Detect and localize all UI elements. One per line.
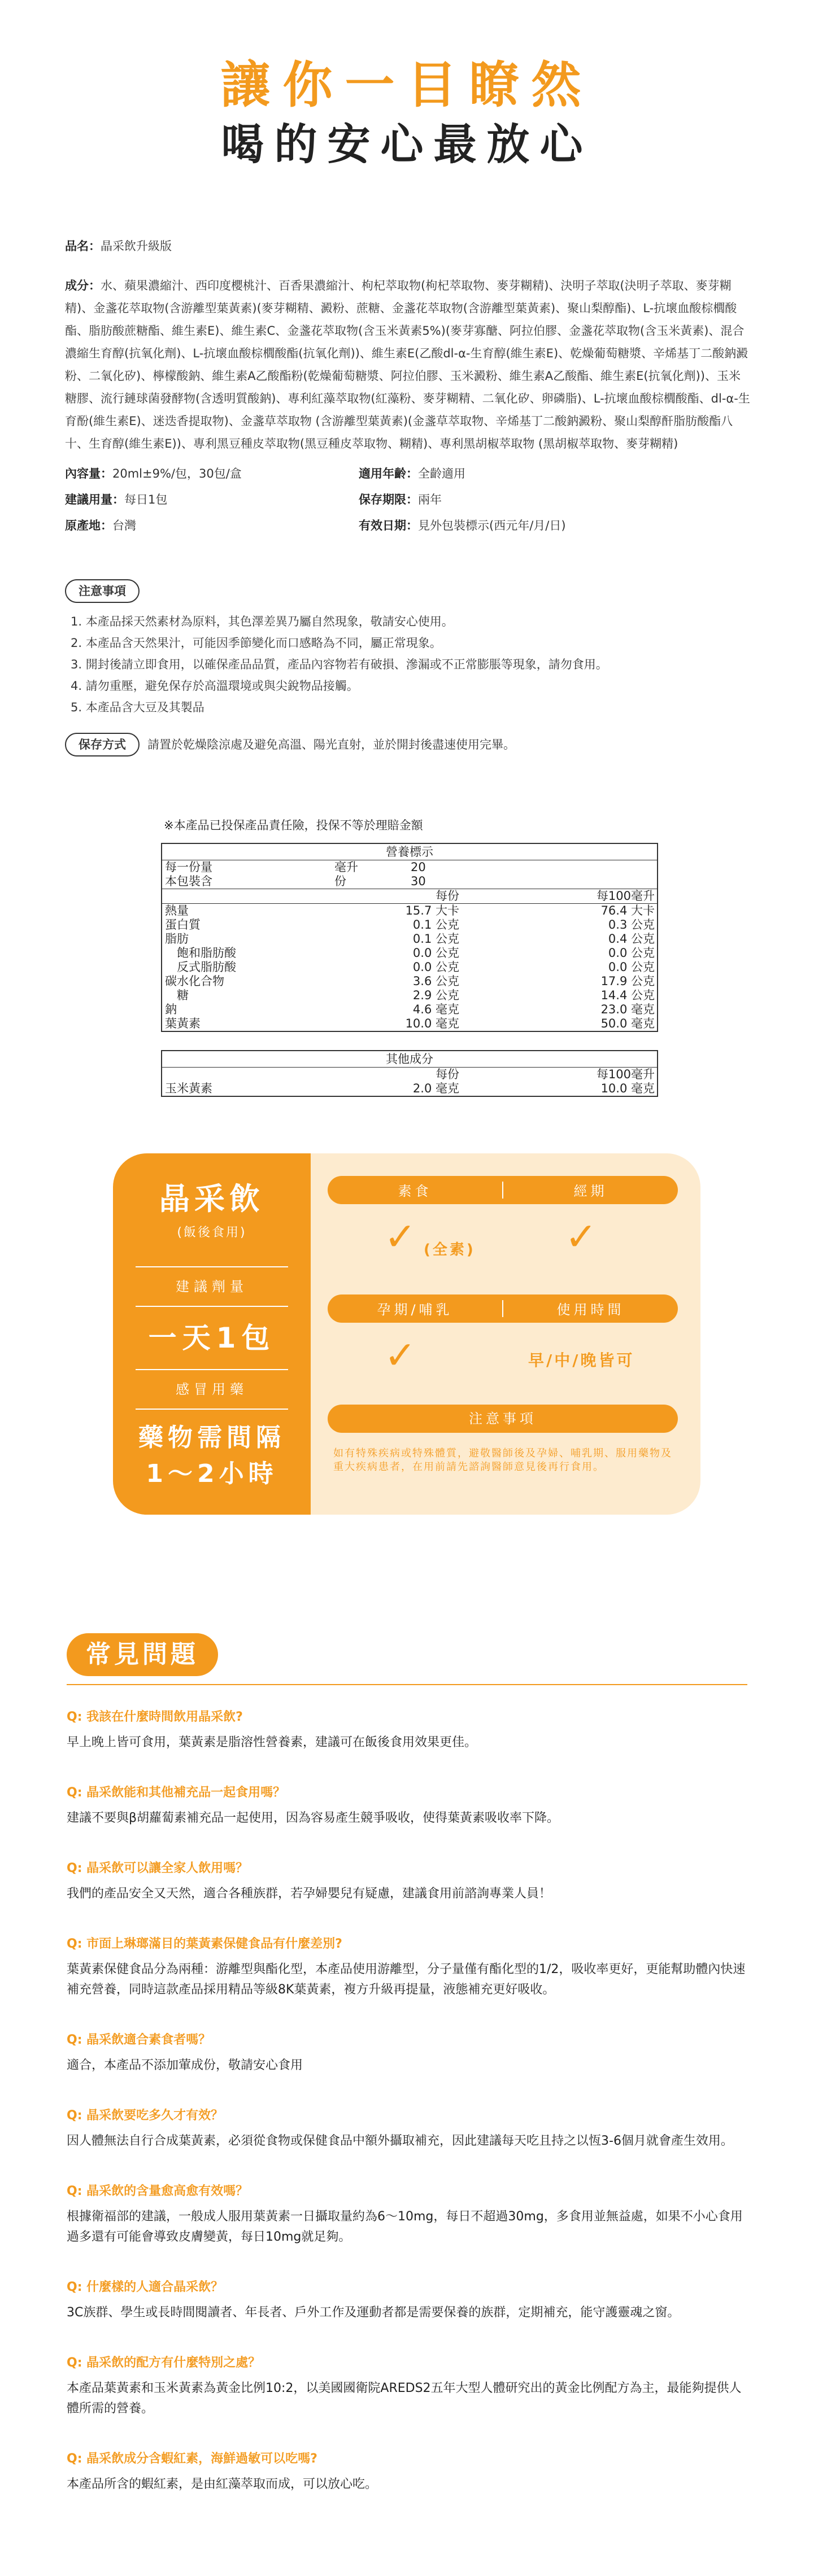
faq-answer: 早上晚上皆可食用，葉黃素是脂溶性營養素，建議可在飯後食用效果更佳。 [67,1735,477,1750]
serving-label: 每一份量 [165,860,212,874]
faq-answer: 本產品葉黃素和玉米黃素為黃金比例10:2，以美國國衛院AREDS2五年大型人體研究出的黃金比例配方為主，最能夠提供人體所需的營養。 [67,2381,742,2416]
hero-section [0,0,814,173]
nutrient-per: 2.9 公克 [412,988,459,1002]
nutrition-col-header [162,889,657,904]
interval-label: 感冒用藥 [176,1381,248,1397]
serving-value: 20 [411,860,426,874]
nutrient-name: 反式脂肪酸 [165,960,236,974]
notice-item: 4. 請勿重壓，避免保存於高溫環境或與尖銳物品接觸。 [71,679,359,693]
notice-item: 3. 開封後請立即食用，以確保產品品質，產品內容物若有破損、滲漏或不正常膨脹等現象，請勿食用。 [71,657,608,671]
other-name: 玉米黃素 [165,1081,212,1095]
usage-card-left [113,1153,311,1515]
faq-title: 常見問題 [67,1633,218,1676]
nutrient-per100: 0.0 公克 [608,946,655,960]
servings-unit: 份 [334,874,346,888]
usage-value: 每日1包 [124,492,168,506]
nutrient-per: 0.0 公克 [412,946,459,960]
expiry-value: 見外包裝標示(西元年/月/日) [418,518,566,532]
storage-tag: 保存方式 [65,733,140,756]
dose-value: 一天1包 [148,1321,276,1354]
nutrient-per100: 0.3 公克 [608,917,655,931]
age-value: 全齡適用 [418,466,465,480]
nutrient-name: 碳水化合物 [165,974,224,988]
nutrition-facts [161,816,658,1097]
origin-value: 台灣 [112,518,136,532]
nutrient-name: 葉黃素 [165,1016,201,1030]
shelf-value: 兩年 [418,492,442,506]
table-row [162,1082,657,1096]
faq-item [67,1935,750,2000]
other-per: 2.0 毫克 [412,1081,459,1095]
faq-answer: 根據衛福部的建議，一般成人服用葉黃素一日攝取量約為6～10mg，每日不超過30mg，多食用並無益處，如果不小心食用過多還有可能會導致皮膚變黃，每日10mg就足夠。 [67,2209,743,2244]
ingredients-label: 成分： [65,278,101,292]
nutrient-per: 0.0 公克 [412,960,459,974]
nutrient-name: 蛋白質 [165,917,201,931]
nutrient-name: 鈉 [165,1002,177,1016]
faq-question: Q: 晶采飲要吃多久才有效？ [67,2108,224,2123]
faq-question: Q: 晶采飲的配方有什麼特別之處？ [67,2355,261,2370]
usage-cell [65,487,359,513]
faq-answer: 葉黃素保健食品分為兩種：游離型與酯化型，本產品使用游離型，分子量僅有酯化型的1/2，吸收率更好，更能幫助體內快速補充營養，同時這款產品採用精品等級8K葉黃素，複方升級再提量，液態補充更好吸收。 [67,1962,746,1997]
ingredients-text: 水、蘋果濃縮汁、西印度櫻桃汁、百香果濃縮汁、枸杞萃取物(枸杞萃取物、麥芽糊精)、決明子萃取(決明子萃取、麥芽糊精)、金盞花萃取物(含游離型葉黃素)(麥芽糊精、澱粉、蔗糖、金盞花萃取物(含游離型葉黃素)、聚山梨醇酯)、L-抗壞血酸棕櫚酸酯、脂肪酸蔗糖酯、維生素E)、維生素C、金盞花萃取物(含玉米黃素5%)(麥芽寡醣、阿拉伯膠、金盞花萃取物(含玉米黃素)、混合濃縮生育醇(抗氧化劑)、L-抗壞血酸棕櫚酸酯(抗氧化劑))、維生素E(乙酸dl-α-生育醇(維生素E)、乾燥葡萄糖漿、辛烯基丁二酸鈉澱粉、二氧化矽)、檸檬酸鈉、維生素A乙酸酯粉(乾燥葡萄糖漿、阿拉伯膠、玉米澱粉、維生素A乙酸酯、維生素E(抗氧化劑))、玉米糖膠、流行鏈球菌發酵物(含透明質酸鈉)、專利紅藻萃取物(紅藻粉、麥芽糊精、二氧化矽、卵磷脂)、L-抗壞血酸棕櫚酸酯、dl-α-生育酚(維生素E)、迷迭香提取物)、金盞草萃取物 (含游離型葉黃素)(金盞草萃取物、辛烯基丁二酸鈉澱粉、聚山梨醇酐脂肪酸酯八十、生育醇(維生素E))、專利黑豆種皮萃取物(黑豆種皮萃取物、糊精)、專利黑胡椒萃取物 (黑胡椒萃取物、麥芽糊精) [65,278,750,451]
table-row [162,946,657,960]
volume-label: 內容量： [65,466,112,480]
usage-card [113,1153,700,1515]
notice-item: 2. 本產品含天然果汁，可能因季節變化而口感略為不同，屬正常現象。 [71,636,442,650]
dose-label: 建議劑量 [176,1278,248,1294]
time-pill-label: 使用時間 [556,1302,625,1318]
faq-answer: 建議不要與β胡蘿蔔素補充品一起使用，因為容易產生競爭吸收，使得葉黃素吸收率下降。 [67,1810,560,1825]
faq-answer: 本產品所含的蝦紅素，是由紅藻萃取而成，可以放心吃。 [67,2477,378,2491]
nutrient-per100: 0.4 公克 [608,931,655,946]
faq-question: Q: 我該在什麼時間飲用晶采飲? [67,1709,243,1724]
table-row [162,960,657,974]
table-row [162,989,657,1003]
nutrient-per: 0.1 公克 [412,931,459,946]
other-per100: 10.0 毫克 [600,1081,655,1095]
table-row [162,918,657,932]
origin-cell [65,513,359,539]
faq-item [67,1783,750,1829]
preg-pill-label: 孕期/哺乳 [377,1302,453,1318]
faq-question: Q: 晶采飲的含量愈高愈有效嗎？ [67,2184,249,2198]
caution-pill: 注意事項 [328,1405,678,1433]
shelf-label: 保存期限： [359,492,418,506]
nutrient-per100: 76.4 大卡 [600,903,655,917]
origin-label: 原產地： [65,518,112,532]
interval-line-1: 藥物需間隔 [138,1423,285,1452]
check-icon: ✓ [384,1214,416,1259]
nutrient-name: 飽和脂肪酸 [165,946,236,960]
col-per-serving: 每份 [436,889,459,903]
preg-time-pill [328,1294,678,1323]
serving-unit: 毫升 [334,860,358,874]
faq-answer: 因人體無法自行合成葉黃素，必須從食物或保健食品中額外攝取補充，因此建議每天吃且持之以恆3-6個月就會產生效用。 [67,2133,733,2148]
interval-line-2: 1～2小時 [146,1459,278,1488]
product-name-row [65,235,751,257]
faq-item [67,2450,750,2495]
usage-card-right [311,1153,700,1515]
check-icon: ✓ [384,1333,416,1378]
faq-question: Q: 晶采飲能和其他補充品一起食用嗎？ [67,1785,286,1800]
faq-item [67,2031,750,2076]
nutrient-name: 熱量 [165,903,189,917]
nutrient-per100: 0.0 公克 [608,960,655,974]
nutrient-per: 10.0 毫克 [405,1016,459,1030]
other-col-per100: 每100毫升 [596,1067,655,1081]
faq-item [67,2106,750,2151]
caution-text: 如有特殊疾病或特殊體質，避敬醫師後及孕婦、哺乳期、服用藥物及重大疾病患者，在用前請先諮詢醫師意見後再行食用。 [333,1447,672,1473]
product-name-label: 品名： [65,239,101,253]
servings-row [162,874,657,889]
nutrient-per: 15.7 大卡 [405,903,459,917]
faq-list [67,1708,750,2495]
table-row [162,1003,657,1017]
usage-label: 建議用量： [65,492,124,506]
servings-label: 本包裝含 [165,874,212,888]
other-ingredients-table [161,1050,658,1097]
spec-grid [65,461,751,539]
product-name: 晶采飲升級版 [101,239,172,253]
table-row [162,932,657,946]
nutrient-per: 4.6 毫克 [412,1002,459,1016]
other-col-header [162,1068,657,1082]
nutrient-per100: 14.4 公克 [600,988,655,1002]
storage-text: 請置於乾燥陰涼處及避免高溫、陽光直射，並於開封後盡速使用完畢。 [147,737,515,751]
nutrient-per: 3.6 公克 [412,974,459,988]
faq-answer: 我們的產品安全又天然，適合各種族群，若孕婦嬰兒有疑慮，建議食用前諮詢專業人員！ [67,1886,552,1901]
faq-item [67,2354,750,2419]
check-icon: ✓ [565,1214,597,1259]
notice-item: 5. 本產品含大豆及其製品 [71,700,204,714]
faq-question: Q: 晶采飲成分含蝦紅素，海鮮過敏可以吃嗎? [67,2451,317,2466]
table-row [162,1017,657,1031]
hero-title: 讓你一目瞭然 [220,56,594,114]
serving-row [162,860,657,874]
other-col-per: 每份 [436,1067,459,1081]
faq-answer: 適合，本產品不添加葷成份，敬請安心食用 [67,2058,303,2072]
faq-item [67,1859,750,1904]
faq-question: Q: 市面上琳瑯滿目的葉黃素保健食品有什麼差別? [67,1936,342,1951]
insurance-disclaimer: ※本產品已投保產品責任險，投保不等於理賠金額 [164,818,423,832]
shelf-cell [359,487,751,513]
veg-period-pill [328,1176,678,1204]
table-row [162,904,657,918]
ingredients-row [65,274,751,455]
expiry-cell [359,513,751,539]
nutrition-rows [162,904,657,1031]
veg-pill-label: 素食 [398,1183,432,1200]
col-per-100: 每100毫升 [596,889,655,903]
volume-value: 20ml±9%/包，30包/盒 [112,466,242,480]
servings-value: 30 [411,874,426,888]
faq-answer: 3C族群、學生或長時間閱讀者、年長者、戶外工作及運動者都是需要保養的族群，定期補充，能守護靈魂之窗。 [67,2305,680,2320]
nutrient-per: 0.1 公克 [412,917,459,931]
hero-subtitle: 喝的安心最放心 [221,119,593,170]
volume-cell [65,461,359,487]
period-pill-label: 經期 [573,1183,608,1200]
faq-item [67,1708,750,1753]
storage-row [65,733,751,756]
faq-divider [67,1684,747,1685]
faq-question: Q: 晶采飲可以讓全家人飲用嗎？ [67,1861,249,1875]
table-row [162,974,657,989]
nutrient-per100: 50.0 毫克 [600,1016,655,1030]
faq-question: Q: 什麼樣的人適合晶采飲？ [67,2280,224,2294]
notice-tag: 注意事項 [65,579,140,603]
notice-section [65,579,751,756]
faq-question: Q: 晶采飲適合素食者嗎？ [67,2032,211,2047]
expiry-label: 有效日期： [359,518,418,532]
notice-list [71,611,751,718]
usage-times: 早/中/晚皆可 [528,1350,635,1370]
other-header: 其他成分 [162,1051,657,1068]
nutrient-name: 脂肪 [165,931,189,946]
nutrient-name: 糖 [165,988,189,1002]
nutrient-per100: 17.9 公克 [600,974,655,988]
nutrient-per100: 23.0 毫克 [600,1002,655,1016]
product-info [65,235,751,756]
veg-note: (全素) [424,1241,476,1258]
faq-item [67,2182,750,2247]
product-note: (飯後食用) [177,1225,247,1240]
nutrition-header: 營養標示 [162,844,657,860]
age-label: 適用年齡： [359,466,418,480]
product-title: 晶采飲 [159,1180,264,1217]
notice-item: 1. 本產品採天然素材為原料，其色澤差異乃屬自然現象，敬請安心使用。 [71,614,454,628]
age-cell [359,461,751,487]
faq-item [67,2278,750,2323]
nutrition-table [161,843,658,1032]
